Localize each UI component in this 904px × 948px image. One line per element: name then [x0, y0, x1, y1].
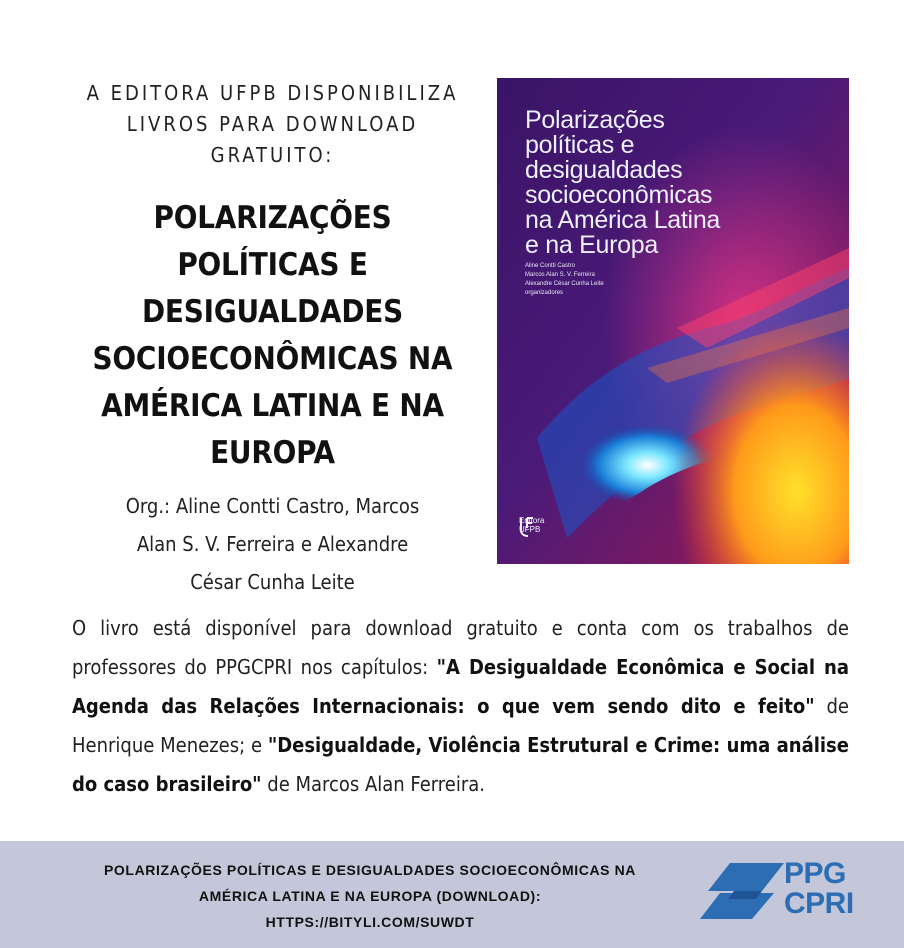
- footer-line: AMÉRICA LATINA E NA EUROPA (DOWNLOAD):: [198, 888, 542, 904]
- footer-line: POLARIZAÇÕES POLÍTICAS E DESIGUALDADES SOCIOECONÔMICAS NA: [103, 862, 636, 878]
- cover-title-line: políticas e: [525, 131, 635, 159]
- book-title-line: DESIGUALDADES: [141, 294, 404, 330]
- cover-title-line: Polarizações: [525, 106, 665, 134]
- description-text: O livro está disponível para download gratuito e conta com os trabalhos de professores do PPGCPRI nos capítulos:: [72, 616, 849, 679]
- book-title: [70, 195, 475, 477]
- cover-author-line: Alexandre César Cunha Leite: [525, 281, 604, 287]
- cover-title-line: socioeconômicas: [525, 181, 713, 209]
- ppgcpri-logo-icon: [700, 861, 784, 921]
- editora-ufpb-logo-icon: [519, 516, 537, 538]
- organizers-line: César Cunha Leite: [190, 570, 355, 594]
- logo-line: PPG: [784, 857, 846, 890]
- intro-line: A EDITORA UFPB DISPONIBILIZA: [86, 81, 459, 105]
- description-text: de Henrique Menezes; e: [72, 694, 849, 757]
- footer-banner: [0, 841, 904, 948]
- intro-line: GRATUITO:: [210, 143, 335, 167]
- ppgcpri-logo: [700, 859, 860, 929]
- logo-line: CPRI: [784, 887, 854, 920]
- download-link-text: [68, 857, 672, 935]
- book-cover-image: [497, 78, 849, 564]
- book-title-line: EUROPA: [210, 435, 335, 471]
- download-url[interactable]: HTTPS://BITYLI.COM/SUWDT: [265, 914, 475, 930]
- book-title-line: POLARIZAÇÕES POLÍTICAS E: [153, 200, 392, 283]
- cover-title-line: na América Latina: [525, 206, 721, 234]
- ppgcpri-logo-text: [784, 859, 854, 919]
- cover-publisher-logo: [519, 516, 544, 534]
- cover-author-line: organizadores: [525, 290, 564, 296]
- cover-authors: [525, 262, 675, 298]
- book-title-line: SOCIOECONÔMICAS NA: [92, 341, 453, 377]
- intro-line: LIVROS PARA DOWNLOAD: [126, 112, 419, 136]
- chapter-title-2: "Desigualdade, Violência Estrutural e Crime: uma análise do caso brasileiro": [72, 733, 849, 796]
- chapter-title-1: "A Desigualdade Econômica e Social na Agenda das Relações Internacionais: o que vem sendo dito e feito": [72, 655, 850, 718]
- organizers-line: Org.: Aline Contti Castro, Marcos: [125, 494, 420, 518]
- cover-title-line: e na Europa: [525, 231, 658, 259]
- cover-publisher-line: UFPB: [519, 525, 541, 534]
- intro-text: [70, 78, 475, 171]
- book-title-line: AMÉRICA LATINA E NA: [101, 388, 444, 424]
- cover-title: [525, 108, 835, 258]
- organizers-line: Alan S. V. Ferreira e Alexandre: [136, 532, 409, 556]
- cover-publisher-line: Editora: [519, 516, 545, 525]
- header-block: [70, 78, 475, 601]
- description-paragraph: [72, 609, 849, 804]
- cover-author-line: Marcos Alan S. V. Ferreira: [525, 272, 595, 278]
- description-text: de Marcos Alan Ferreira.: [261, 772, 485, 796]
- organizers: [70, 487, 475, 601]
- cover-author-line: Aline Contti Castro: [525, 263, 576, 269]
- cover-title-line: desigualdades: [525, 156, 683, 184]
